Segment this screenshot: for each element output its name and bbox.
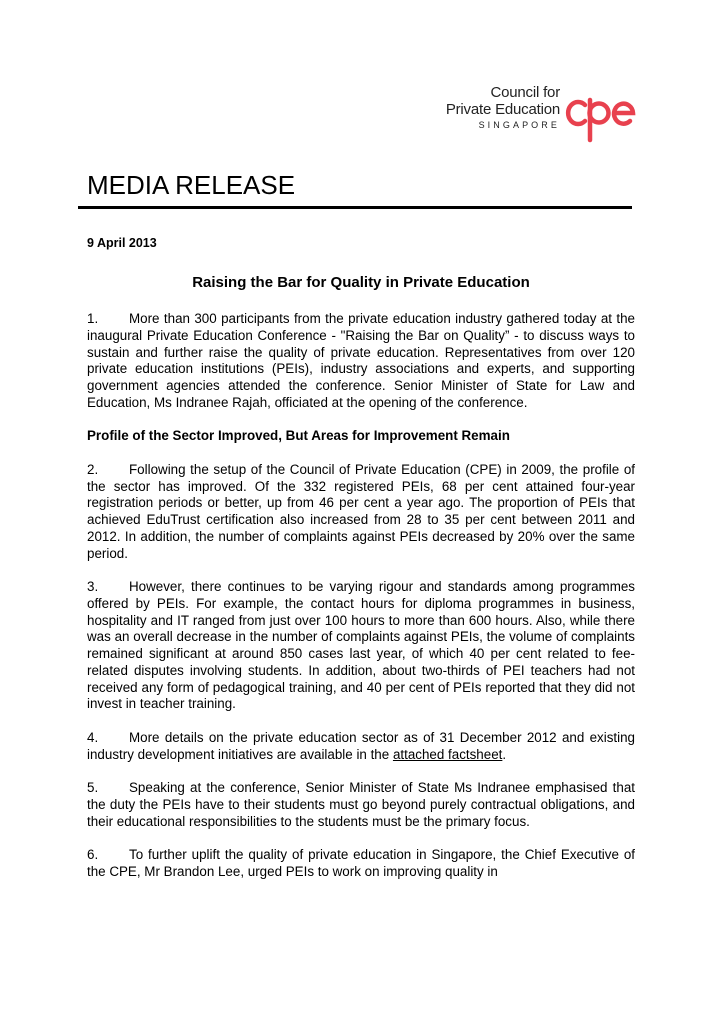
logo-line-3: SINGAPORE [478,120,560,130]
paragraph-text: More than 300 participants from the private education industry gathered today at the inaugural Private Education Conference - "Raising the Bar on Quality” - to discuss ways to sustain and further raise the quality of private education. Representatives from over 120 private education institutions (PEIs), industry associations and experts, and supporting government agencies attended the conference. Senior Minister of State for Law and Education, Ms Indranee Rajah, officiated at the opening of the conference. [87,311,635,410]
factsheet-link[interactable]: attached factsheet [392,746,503,762]
release-date: 9 April 2013 [87,236,157,250]
paragraph-text: Speaking at the conference, Senior Minister of State Ms Indranee emphasised that the duty the PEIs have to their students must go beyond purely contractual obligations, and their educational responsibilities to the students must be the primary focus. [87,780,635,829]
paragraph-2 [87,462,635,563]
title-divider [78,206,632,209]
paragraph-number: 5. [87,780,99,795]
paragraph-1 [87,311,635,412]
logo-line-2: Private Education [445,101,560,118]
logo-wordmark [428,84,560,130]
paragraph-6 [87,847,635,881]
paragraph-text: More details on the private education sector as of 31 December 2012 and existing industry development initiatives are available in the [87,729,635,762]
paragraph-number: 6. [87,847,99,862]
section-subheading: Profile of the Sector Improved, But Areas for Improvement Remain [87,428,510,444]
paragraph-3 [87,579,635,713]
paragraph-text: Following the setup of the Council of Private Education (CPE) in 2009, the profile of the sector has improved. Of the 332 registered PEIs, 68 per cent attained four-year registration periods or better, up from 46 per cent a year ago. The proportion of PEIs that achieved EduTrust certification also increased from 28 to 35 per cent between 2011 and 2012. In addition, the number of complaints against PEIs decreased by 20% over the same period. [87,461,635,561]
cpe-logo [428,84,638,146]
paragraph-text: However, there continues to be varying rigour and standards among programmes offered by PEIs. For example, the contact hours for diploma programmes in business, hospitality and IT ranged from just over 100 hours to more than 600 hours. Also, while there was an overall decrease in the number of complaints against PEIs, the volume of complaints remained significant at around 850 cases last year, of which 40 per cent related to fee-related disputes involving students. In addition, about two-thirds of PEI teachers had not received any form of pedagogical training, and 40 per cent of PEIs reported that they did not invest in teacher training. [87,579,635,712]
paragraph-text: To further uplift the quality of private education in Singapore, the Chief Executive of the CPE, Mr Brandon Lee, urged PEIs to work on improving quality in [87,847,635,879]
cpe-logo-mark [564,86,636,144]
page-title: MEDIA RELEASE [87,170,296,200]
paragraph-number: 1. [87,311,99,326]
paragraph-4 [87,730,635,764]
logo-line-1: Council for [490,84,560,101]
paragraph-number: 3. [87,579,99,594]
paragraph-5 [87,780,635,830]
paragraph-number: 4. [87,729,99,745]
body-text [87,311,635,897]
headline: Raising the Bar for Quality in Private Education [192,274,530,291]
paragraph-text-end: . [502,746,507,762]
paragraph-number: 2. [87,461,99,477]
